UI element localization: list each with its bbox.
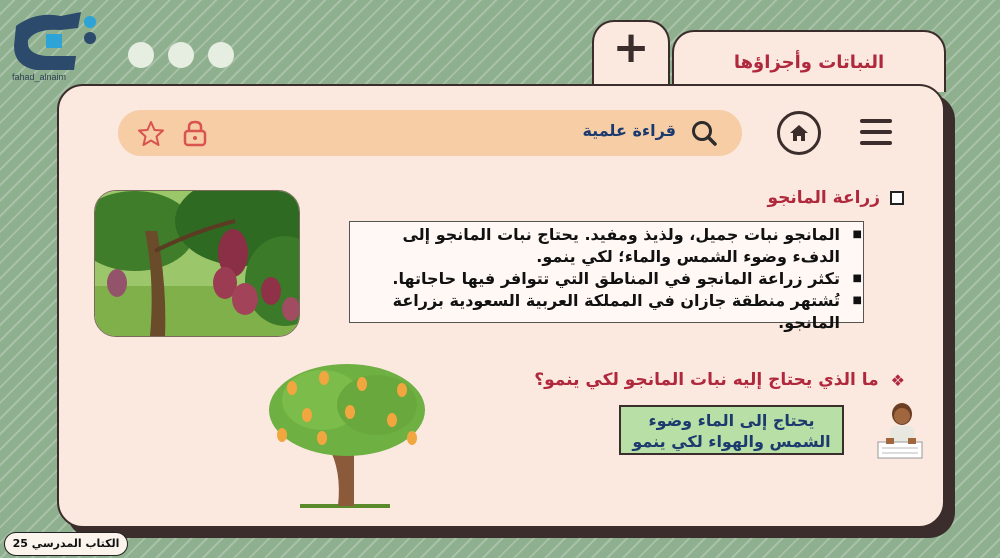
- lock-icon[interactable]: [182, 119, 208, 147]
- student-illustration: [872, 398, 928, 464]
- checkbox-icon: [890, 191, 904, 205]
- answer-line-2: الشمس والهواء لكي ينمو: [632, 432, 831, 451]
- bullet-list: [350, 224, 862, 334]
- mango-tree-photo: [94, 190, 300, 337]
- question-text: ما الذي يحتاج إليه نبات المانجو لكي ينمو؟: [534, 370, 879, 390]
- list-item: ■ المانجو نبات جميل، ولذيذ ومفيد. يحتاج نبات المانجو إلى الدفء وضوء الشمس والماء؛ لكي ينمو.: [350, 224, 862, 268]
- logo-caption: fahad_alnaim: [12, 72, 67, 82]
- answer-box: [619, 405, 844, 455]
- plus-icon: +: [612, 22, 650, 73]
- question-heading: [534, 370, 905, 390]
- section-heading: [767, 188, 904, 208]
- list-item: ■ تُشتهر منطقة جازان في المملكة العربية السعودية بزراعة المانجو.: [350, 290, 862, 334]
- tab-title-label: النباتات وأجزاؤها: [733, 51, 885, 73]
- diamond-bullet-icon: ❖: [890, 370, 905, 390]
- window-dot-1: [128, 42, 154, 68]
- window-dot-3: [208, 42, 234, 68]
- home-button[interactable]: [777, 111, 821, 155]
- search-icon[interactable]: [690, 119, 718, 147]
- mango-tree-illustration: [262, 360, 432, 510]
- tab-active[interactable]: [672, 30, 946, 92]
- window-dot-2: [168, 42, 194, 68]
- search-label: قراءة علمية: [582, 121, 676, 140]
- star-icon[interactable]: [136, 119, 166, 149]
- answer-line-1: يحتاج إلى الماء وضوء: [648, 411, 815, 430]
- menu-icon[interactable]: [860, 117, 892, 147]
- section-heading-text: زراعة المانجو: [767, 188, 880, 208]
- search-bar[interactable]: [118, 110, 742, 156]
- new-tab-button[interactable]: [592, 20, 670, 92]
- list-item: ■ تكثر زراعة المانجو في المناطق التي تتوافر فيها حاجاتها.: [350, 268, 862, 290]
- page-label: الكتاب المدرسي 25: [4, 532, 128, 556]
- home-icon: [788, 122, 810, 144]
